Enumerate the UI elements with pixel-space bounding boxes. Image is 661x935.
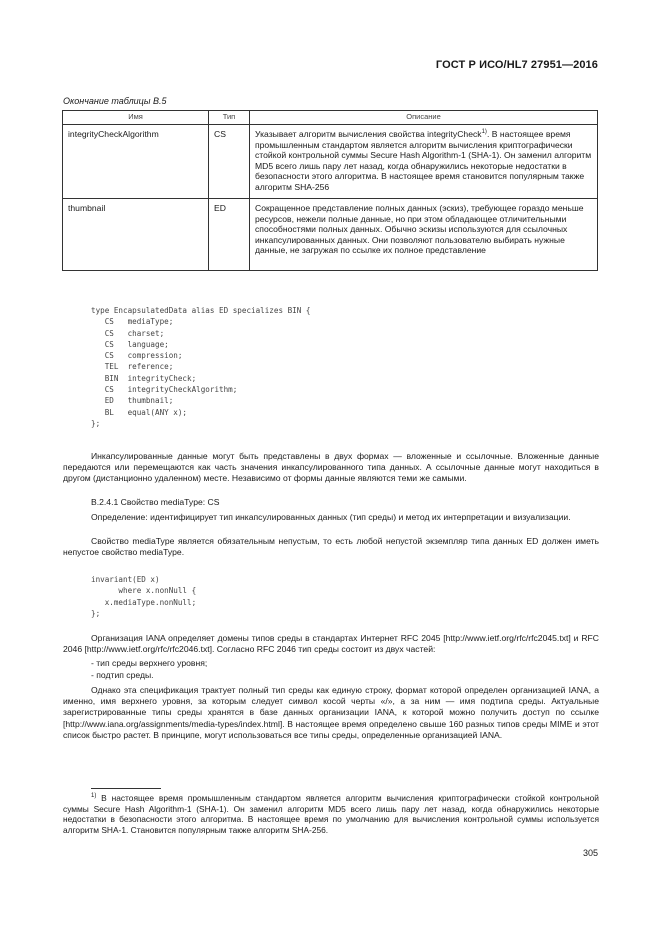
paragraph-media-type-string: Однако эта спецификация трактует полный тип среды как единую строку, формат которой определен организацией IANA, а именно, имя верхнего уровня, за которым следует символ косой черты «/», а за ним — имя подтипа среды. Актуальные зарегистрированные типы среды хранятся в базе данных организации IANA, к которой можно получить доступ по ссылке [http://www.iana.org/assignments/media-types/index.html]. В настоящее время определено свыше 160 разных типов среды MIME и этот список быстро растет. В принципе, могут использоваться все типы среды, определенные организацией IANA.	[63, 685, 599, 740]
paragraph-definition: Определение: идентифицирует тип инкапсулированных данных (тип среды) и метод их интерпретации и визуализации.	[91, 512, 571, 522]
paragraph-encapsulated-forms: Инкапсулированные данные могут быть представлены в двух формах — вложенные и ссылочные. Вложенные данные передаются или перемещаются как часть значения инкапсулированного типа данных. А ссылочные данные могут находиться в другом (дистанционно удаленном) месте. Независимо от формы данные являются теми же самыми.	[63, 451, 599, 484]
column-header-type: Тип	[209, 111, 250, 125]
description-text-tail: . В настоящее время промышленным стандартом является алгоритм вычисления криптографически стойкой контрольной суммы Secure Hash Algorithm-1 (SHA-1). Он заменил алгоритм MD5 всего лишь пару лет назад, когда обнаружились некоторые недостатки в безопасности этого алгоритма. В настоящее время становится популярным также алгоритм SHA-256	[255, 129, 592, 192]
row-description-cell	[250, 125, 598, 199]
paragraph-iana-domains: Организация IANA определяет домены типов среды в стандартах Интернет RFC 2045 [http://www.ietf.org/rfc/rfc2045.txt] и RFC 2046 [http://www.ietf.org/rfc/rfc2046.txt]. Согласно RFC 2046 тип среды состоит из двух частей:	[63, 633, 599, 655]
code-block-type-definition: type EncapsulatedData alias ED specializes BIN { CS mediaType; CS charset; CS language; CS compression; TEL reference; BIN integrityCheck; CS integrityCheckAlgorithm; ED thumbnail; BL equal(ANY x); };	[91, 306, 311, 428]
paragraph-mediatype-required: Свойство mediaType является обязательным непустым, то есть любой непустой экземпляр типа данных ED должен иметь непустое свойство mediaType.	[63, 536, 599, 558]
table-row	[63, 199, 598, 271]
document-code: ГОСТ Р ИСО/HL7 27951—2016	[435, 59, 598, 71]
footnote	[63, 793, 599, 835]
row-type-cell: ED	[209, 199, 250, 271]
row-name-cell: integrityCheckAlgorithm	[63, 125, 209, 199]
code-block-invariant: invariant(ED x) where x.nonNull { x.mediaType.nonNull; };	[91, 575, 197, 618]
table-header-row	[63, 111, 598, 125]
list-item: - подтип среды.	[91, 670, 154, 680]
table-row	[63, 125, 598, 199]
column-header-name: Имя	[63, 111, 209, 125]
footnote-text: В настоящее время промышленным стандартом является алгоритм вычисления криптографически стойкой контрольной суммы Secure Hash Algorithm-1 (SHA-1). Он заменил алгоритм MD5 всего лишь пару лет назад, когда обнаружились некоторые недостатки в безопасности этого алгоритма. В настоящее время по умолчанию для вычисления контрольной суммы используется алгоритм SHA-1. Становится популярным также алгоритм SHA-256.	[63, 793, 599, 835]
page-number: 305	[582, 848, 598, 858]
row-type-cell: CS	[209, 125, 250, 199]
description-text: Указывает алгоритм вычисления свойства integrityCheck	[255, 129, 482, 139]
list-item: - тип среды верхнего уровня;	[91, 658, 208, 668]
section-heading-mediatype: В.2.4.1 Свойство mediaType: CS	[91, 497, 220, 507]
footnote-ref: 1)	[481, 129, 487, 136]
row-name-cell: thumbnail	[63, 199, 209, 271]
column-header-description: Описание	[250, 111, 598, 125]
footnote-divider	[91, 788, 161, 789]
row-description-cell: Сокращенное представление полных данных (эскиз), требующее гораздо меньше ресурсов, нежели полные данные, но при этом обладающее отличительными способностями полных данных. Обычно эскизы используются для ссылочных инкапсулированных данных. Они позволяют пользователю выбирать нужные данные, не загружая по ссылке их полное представление	[250, 199, 598, 271]
spec-table	[62, 110, 598, 271]
table-caption: Окончание таблицы В.5	[63, 96, 167, 106]
footnote-marker: 1)	[91, 793, 97, 800]
